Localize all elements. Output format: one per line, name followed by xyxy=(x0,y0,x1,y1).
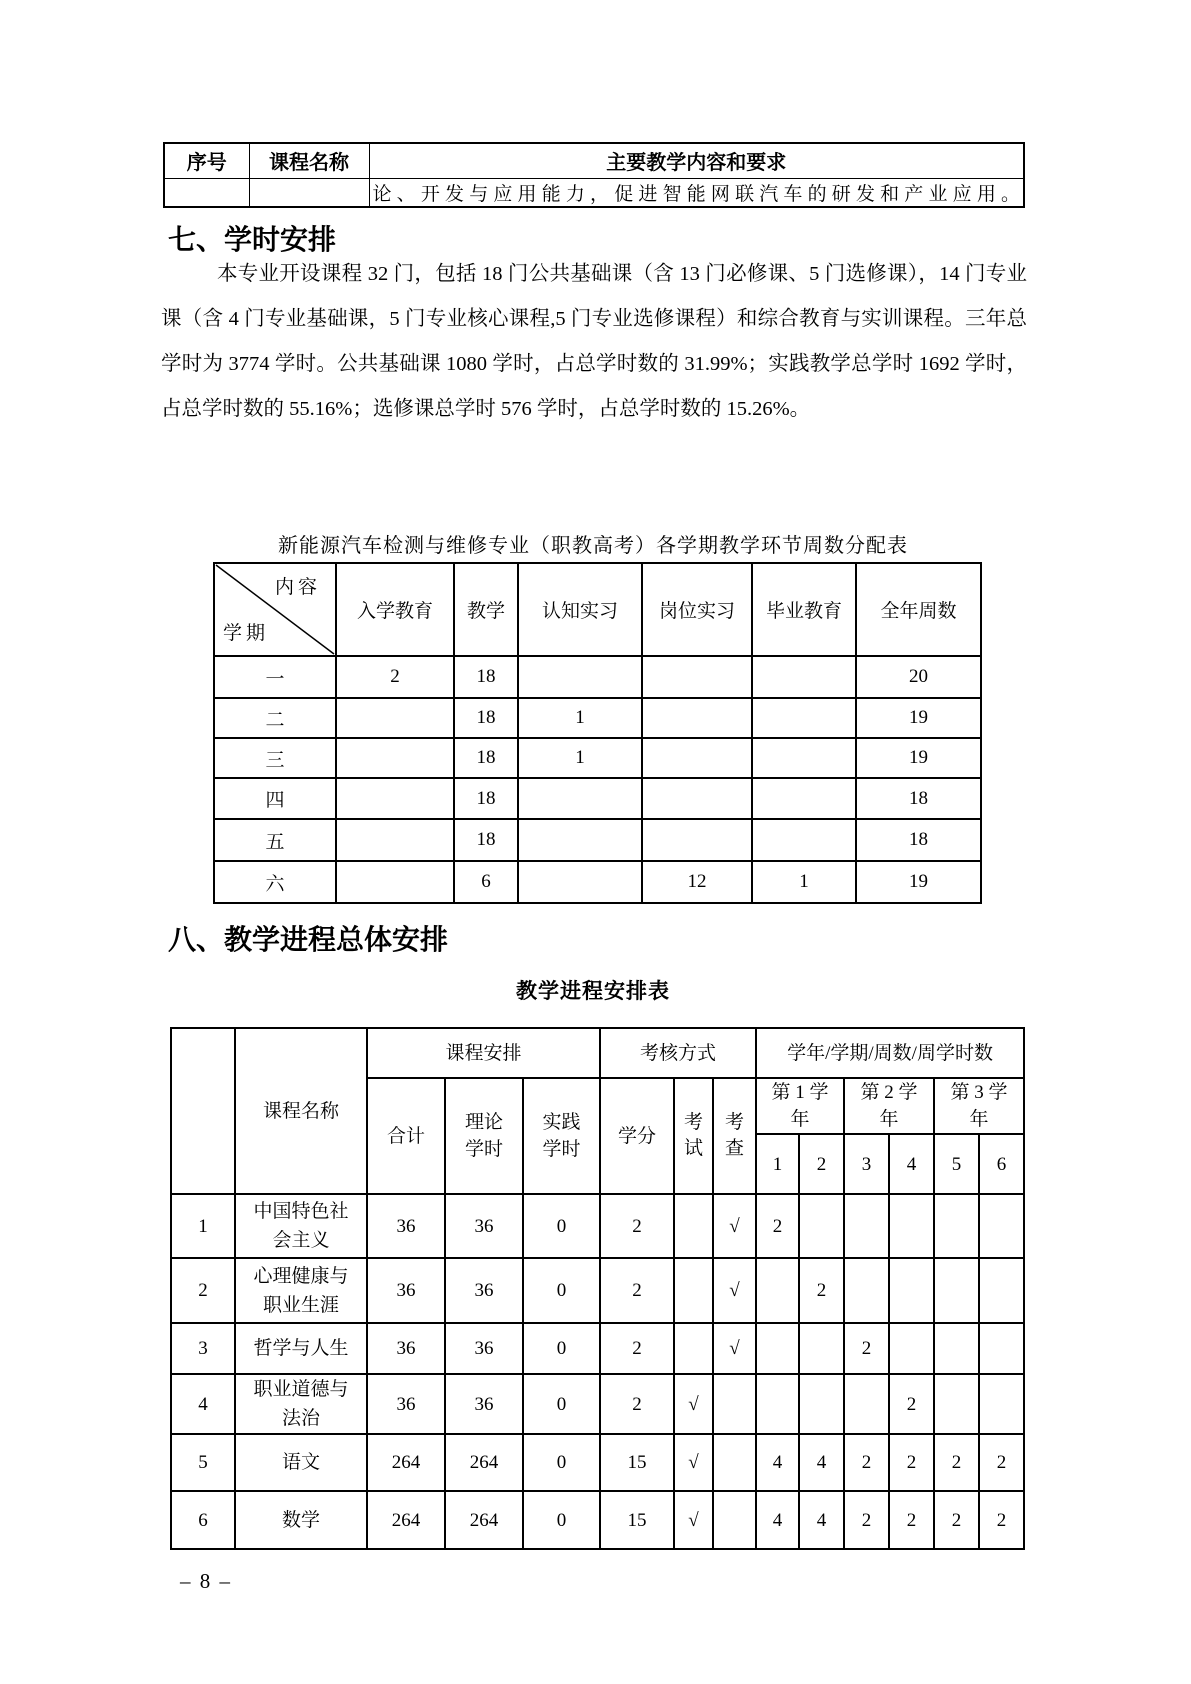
section-seven-heading: 七、学时安排 xyxy=(168,224,337,255)
semester-value-cell xyxy=(934,1194,979,1258)
check-mark-cell: √ xyxy=(713,1194,756,1258)
weeks-value-cell: 18 xyxy=(454,778,518,819)
weeks-value-cell xyxy=(336,738,454,778)
semester-value-cell xyxy=(889,1323,934,1374)
weeks-value-cell xyxy=(642,778,752,819)
semester-col-header: 1 xyxy=(756,1134,799,1194)
credit-cell: 15 xyxy=(600,1434,674,1491)
semester-value-cell xyxy=(979,1323,1024,1374)
course-name-cell: 职业道德与法治 xyxy=(235,1374,367,1434)
total-cell: 36 xyxy=(367,1258,445,1323)
course-group-header: 课程安排 xyxy=(367,1028,600,1078)
weeks-value-cell: 19 xyxy=(856,738,981,778)
practice-hours-header: 实践学时 xyxy=(523,1078,600,1194)
weeks-col-header-graduation: 毕业教育 xyxy=(752,563,856,656)
schedule-row xyxy=(171,1374,1024,1434)
semester-value-cell: 2 xyxy=(756,1194,799,1258)
weeks-value-cell xyxy=(752,698,856,738)
weeks-value-cell xyxy=(336,698,454,738)
row-number-cell: 3 xyxy=(171,1323,235,1374)
semester-label-cell: 三 xyxy=(214,738,336,778)
row-number-cell: 2 xyxy=(171,1258,235,1323)
exam-mark-cell xyxy=(674,1323,713,1374)
weeks-value-cell: 19 xyxy=(856,861,981,903)
continuation-text-cell: 论、开发与应用能力，促进智能网联汽车的研发和产业应用。 xyxy=(369,178,1024,207)
theory-cell: 264 xyxy=(445,1491,523,1549)
total-cell: 264 xyxy=(367,1434,445,1491)
credit-cell: 2 xyxy=(600,1374,674,1434)
weeks-value-cell: 18 xyxy=(454,738,518,778)
weeks-row xyxy=(214,861,981,903)
weeks-value-cell xyxy=(642,738,752,778)
semester-label-cell: 一 xyxy=(214,656,336,698)
year-3-header: 第 3 学年 xyxy=(934,1078,1024,1134)
practice-cell: 0 xyxy=(523,1491,600,1549)
schedule-header-row-1 xyxy=(171,1028,1024,1078)
semester-value-cell: 4 xyxy=(799,1434,844,1491)
row-number-cell: 4 xyxy=(171,1374,235,1434)
credit-header: 学分 xyxy=(600,1078,674,1194)
exam-mark-cell: √ xyxy=(674,1491,713,1549)
weeks-value-cell xyxy=(752,778,856,819)
corner-blank-cell xyxy=(171,1028,235,1194)
schedule-row xyxy=(171,1323,1024,1374)
weeks-col-header-yeartotal: 全年周数 xyxy=(856,563,981,656)
semester-value-cell: 2 xyxy=(889,1491,934,1549)
semester-value-cell: 4 xyxy=(756,1434,799,1491)
weeks-value-cell xyxy=(336,861,454,903)
practice-cell: 0 xyxy=(523,1258,600,1323)
header-cell-seq: 序号 xyxy=(164,143,249,178)
semester-label-cell: 四 xyxy=(214,778,336,819)
total-header: 合计 xyxy=(367,1078,445,1194)
weeks-value-cell xyxy=(642,698,752,738)
semester-value-cell xyxy=(979,1194,1024,1258)
course-name-cell: 心理健康与职业生涯 xyxy=(235,1258,367,1323)
semester-col-header: 2 xyxy=(799,1134,844,1194)
weeks-value-cell xyxy=(752,738,856,778)
theory-cell: 36 xyxy=(445,1374,523,1434)
weeks-value-cell xyxy=(518,861,642,903)
credit-cell: 2 xyxy=(600,1323,674,1374)
weeks-value-cell: 6 xyxy=(454,861,518,903)
practice-cell: 0 xyxy=(523,1434,600,1491)
weeks-value-cell xyxy=(518,819,642,861)
weeks-value-cell xyxy=(336,778,454,819)
theory-hours-header: 理论学时 xyxy=(445,1078,523,1194)
weeks-value-cell xyxy=(642,819,752,861)
weeks-col-header-enrollment: 入学教育 xyxy=(336,563,454,656)
semester-value-cell: 2 xyxy=(844,1491,889,1549)
year-group-header: 学年/学期/周数/周学时数 xyxy=(756,1028,1024,1078)
schedule-row xyxy=(171,1491,1024,1549)
page-number: – 8 – xyxy=(180,1569,232,1593)
semester-value-cell xyxy=(799,1374,844,1434)
theory-cell: 36 xyxy=(445,1258,523,1323)
semester-value-cell xyxy=(844,1258,889,1323)
semester-label-cell: 五 xyxy=(214,819,336,861)
semester-value-cell: 4 xyxy=(799,1491,844,1549)
semester-value-cell xyxy=(844,1374,889,1434)
section-eight-heading: 八、教学进程总体安排 xyxy=(168,924,449,955)
check-mark-cell: √ xyxy=(713,1323,756,1374)
course-name-header: 课程名称 xyxy=(235,1028,367,1194)
semester-value-cell xyxy=(934,1258,979,1323)
check-mark-cell xyxy=(713,1374,756,1434)
empty-seq-cell xyxy=(164,178,249,207)
semester-value-cell: 2 xyxy=(844,1323,889,1374)
row-number-cell: 6 xyxy=(171,1491,235,1549)
semester-value-cell: 2 xyxy=(934,1434,979,1491)
weeks-value-cell xyxy=(518,656,642,698)
weeks-value-cell xyxy=(336,819,454,861)
semester-value-cell: 2 xyxy=(844,1434,889,1491)
credit-cell: 2 xyxy=(600,1194,674,1258)
semester-col-header: 6 xyxy=(979,1134,1024,1194)
weeks-col-header-teaching: 教学 xyxy=(454,563,518,656)
course-name-cell: 中国特色社会主义 xyxy=(235,1194,367,1258)
weeks-value-cell: 19 xyxy=(856,698,981,738)
semester-col-header: 3 xyxy=(844,1134,889,1194)
weeks-value-cell xyxy=(752,656,856,698)
schedule-row xyxy=(171,1258,1024,1323)
weeks-value-cell: 18 xyxy=(454,656,518,698)
weeks-col-header-post: 岗位实习 xyxy=(642,563,752,656)
course-content-table xyxy=(163,142,1025,208)
semester-col-header: 5 xyxy=(934,1134,979,1194)
practice-cell: 0 xyxy=(523,1374,600,1434)
header-cell-course-name: 课程名称 xyxy=(249,143,369,178)
course-name-cell: 语文 xyxy=(235,1434,367,1491)
semester-label-cell: 六 xyxy=(214,861,336,903)
schedule-table-title: 教学进程安排表 xyxy=(516,979,670,1003)
weeks-row xyxy=(214,698,981,738)
diagonal-header-cell xyxy=(214,563,336,656)
weeks-table xyxy=(213,562,982,904)
semester-value-cell xyxy=(934,1374,979,1434)
theory-cell: 264 xyxy=(445,1434,523,1491)
hours-paragraph: 本专业开设课程 32 门，包括 18 门公共基础课（含 13 门必修课、5 门选修课），14 门专业课（含 4 门专业基础课，5 门专业核心课程,5 门专业选修课程）和综合教育与实训课程。三年总学时为 3774 学时。公共基础课 1080 学时，占总学时数的 31.99%；实践教学总学时 1692 学时，占总学时数的 55.16%；选修课总学时 576 学时，占总学时数的 15.26%。 xyxy=(161,263,1027,420)
semester-label-cell: 二 xyxy=(214,698,336,738)
weeks-col-header-cognition: 认知实习 xyxy=(518,563,642,656)
corner-label-semester: 学期 xyxy=(223,623,270,644)
theory-cell: 36 xyxy=(445,1194,523,1258)
weeks-value-cell: 1 xyxy=(518,738,642,778)
weeks-row xyxy=(214,738,981,778)
schedule-table xyxy=(170,1027,1025,1550)
row-number-cell: 1 xyxy=(171,1194,235,1258)
semester-value-cell xyxy=(889,1194,934,1258)
credit-cell: 15 xyxy=(600,1491,674,1549)
check-mark-cell: √ xyxy=(713,1258,756,1323)
practice-cell: 0 xyxy=(523,1323,600,1374)
weeks-value-cell: 18 xyxy=(454,819,518,861)
row-number-cell: 5 xyxy=(171,1434,235,1491)
total-cell: 36 xyxy=(367,1194,445,1258)
weeks-value-cell xyxy=(752,819,856,861)
semester-value-cell xyxy=(979,1374,1024,1434)
semester-value-cell: 2 xyxy=(934,1491,979,1549)
weeks-row xyxy=(214,656,981,698)
check-header: 考查 xyxy=(713,1078,756,1194)
weeks-value-cell: 18 xyxy=(856,819,981,861)
exam-mark-cell: √ xyxy=(674,1434,713,1491)
credit-cell: 2 xyxy=(600,1258,674,1323)
exam-mark-cell xyxy=(674,1258,713,1323)
course-name-cell: 哲学与人生 xyxy=(235,1323,367,1374)
check-mark-cell xyxy=(713,1491,756,1549)
semester-value-cell xyxy=(979,1258,1024,1323)
course-content-row xyxy=(164,178,1024,207)
course-name-cell: 数学 xyxy=(235,1491,367,1549)
semester-value-cell: 2 xyxy=(979,1491,1024,1549)
weeks-value-cell: 12 xyxy=(642,861,752,903)
semester-col-header: 4 xyxy=(889,1134,934,1194)
semester-value-cell: 2 xyxy=(889,1374,934,1434)
schedule-row xyxy=(171,1194,1024,1258)
semester-value-cell xyxy=(756,1374,799,1434)
weeks-value-cell: 2 xyxy=(336,656,454,698)
total-cell: 36 xyxy=(367,1374,445,1434)
weeks-header-row xyxy=(214,563,981,656)
total-cell: 264 xyxy=(367,1491,445,1549)
exam-mark-cell xyxy=(674,1194,713,1258)
schedule-row xyxy=(171,1434,1024,1491)
weeks-value-cell xyxy=(518,778,642,819)
weeks-value-cell: 18 xyxy=(856,778,981,819)
weeks-value-cell: 1 xyxy=(518,698,642,738)
total-cell: 36 xyxy=(367,1323,445,1374)
semester-value-cell xyxy=(756,1258,799,1323)
semester-value-cell xyxy=(889,1258,934,1323)
corner-label-content: 内容 xyxy=(274,577,321,598)
exam-header: 考试 xyxy=(674,1078,713,1194)
year-1-header: 第 1 学年 xyxy=(756,1078,844,1134)
semester-value-cell: 4 xyxy=(756,1491,799,1549)
weeks-value-cell: 1 xyxy=(752,861,856,903)
assess-group-header: 考核方式 xyxy=(600,1028,756,1078)
weeks-table-title: 新能源汽车检测与维修专业（职教高考）各学期教学环节周数分配表 xyxy=(278,535,908,557)
weeks-value-cell: 20 xyxy=(856,656,981,698)
exam-mark-cell: √ xyxy=(674,1374,713,1434)
theory-cell: 36 xyxy=(445,1323,523,1374)
semester-value-cell xyxy=(756,1323,799,1374)
semester-value-cell xyxy=(799,1323,844,1374)
empty-course-cell xyxy=(249,178,369,207)
weeks-row xyxy=(214,778,981,819)
semester-value-cell xyxy=(799,1194,844,1258)
semester-value-cell xyxy=(934,1323,979,1374)
check-mark-cell xyxy=(713,1434,756,1491)
header-cell-content: 主要教学内容和要求 xyxy=(369,143,1024,178)
weeks-value-cell xyxy=(642,656,752,698)
semester-value-cell xyxy=(844,1194,889,1258)
practice-cell: 0 xyxy=(523,1194,600,1258)
course-content-header-row xyxy=(164,143,1024,178)
year-2-header: 第 2 学年 xyxy=(844,1078,934,1134)
weeks-row xyxy=(214,819,981,861)
semester-value-cell: 2 xyxy=(889,1434,934,1491)
weeks-value-cell: 18 xyxy=(454,698,518,738)
semester-value-cell: 2 xyxy=(979,1434,1024,1491)
semester-value-cell: 2 xyxy=(799,1258,844,1323)
